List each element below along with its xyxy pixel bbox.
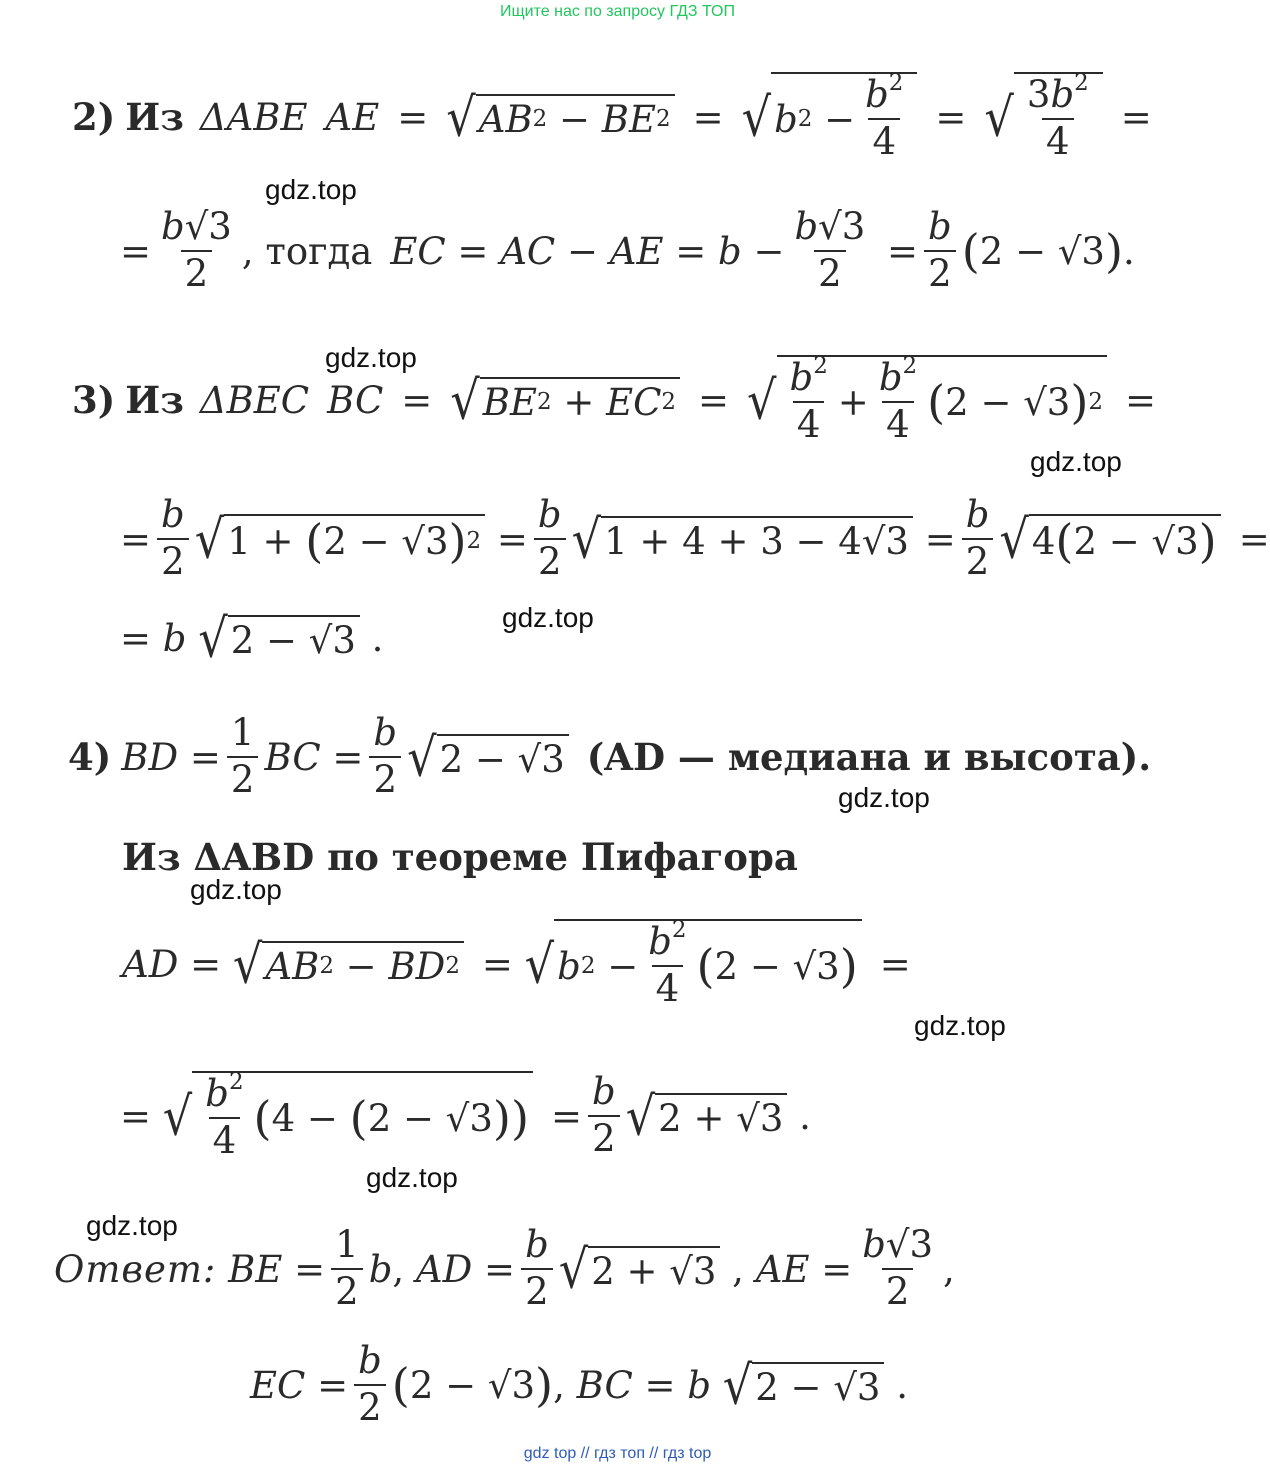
top-banner: Ищите нас по запросу ГДЗ ТОП [500, 3, 735, 20]
sqrt-expr: √ BE 2 + EC 2 [450, 377, 680, 424]
step-text: , тогда [241, 229, 373, 273]
watermark: gdz.top [914, 1010, 1006, 1041]
triangle-name: ΔBEC [199, 378, 310, 422]
step-3-line-2: = $\frac{b}{2}$ √ 1 + ( 2 − √3 ) 2 = $\frac{b}{2}$ √ 1 + 4 + 3 − 4√3 = $\frac{b}{2}$ √ 4 ( 2 − √3 ) = [120, 493, 1270, 583]
step-3-line-1: 3) Из ΔBEC BC = √ BE 2 + EC 2 = √ $\frac{b^2}{4}$ + $\frac{b^2}{4}$ ( 2 − √3 ) 2 = [72, 352, 1156, 446]
step-number: 2) [72, 95, 116, 139]
step-text: Из [125, 378, 184, 422]
triangle-name: ΔABE [199, 95, 308, 139]
watermark: gdz.top [838, 782, 930, 813]
step-text: Из ΔABD по теореме Пифагора [122, 835, 798, 879]
sqrt-expr: √ AB 2 − BE 2 [446, 94, 674, 141]
step-note: (AD — медиана и высота). [586, 735, 1152, 779]
watermark: gdz.top [265, 174, 357, 205]
step-number: 4) [68, 735, 112, 779]
sqrt-expr: √ b 2 − $\frac{b^2}{4}$ [742, 72, 918, 162]
step-4-line-2 [122, 832, 798, 882]
answer-line-2: EC = $\frac{b}{2}$ ( 2 − √3 ) , BC = b √ 2 − √3 . [250, 1339, 908, 1429]
answer-label: Ответ: [54, 1247, 217, 1291]
step-4-line-1: 4) BD = $\frac{1}{2}$ BC = $\frac{b}{2}$ √ 2 − √3 (AD — медиана и высота). [68, 711, 1152, 801]
step-number: 3) [72, 378, 116, 422]
watermark: gdz.top [502, 602, 594, 633]
watermark: gdz.top [1030, 446, 1122, 477]
watermark: gdz.top [325, 342, 417, 373]
watermark: gdz.top [86, 1210, 178, 1241]
answer-line-1: Ответ: BE = $\frac{1}{2}$ b , AD = $\frac{b}{2}$ √ 2 + √3 , AE = $\frac{b√3}{2}$ , [54, 1223, 955, 1313]
step-3-line-3: = b √ 2 − √3 . [120, 606, 384, 669]
sqrt-expr: √ $\frac{3b^2}{4}$ [984, 72, 1102, 162]
bottom-banner: gdz top // гдз топ // гдз top [523, 1445, 712, 1462]
watermark: gdz.top [366, 1162, 458, 1193]
step-text: Из [125, 95, 184, 139]
watermark: gdz.top [190, 874, 282, 905]
step-2-line-1: 2) Из ΔABE AE = √ AB 2 − BE 2 = √ b 2 − $\frac{b^2}{4}$ = √ $\frac{3b^2}{4}$ = [72, 69, 1152, 163]
step-4-line-4: = √ $\frac{b^2}{4}$ ( 4 − ( 2 − √3 ) ) = $\frac{b}{2}$ √ 2 + √3 . [120, 1068, 811, 1162]
step-2-line-2: = $\frac{b√3}{2}$ , тогда EC = AC − AE = b − $\frac{b√3}{2}$ = $\frac{b}{2}$ ( 2 − √3 ) . [120, 205, 1135, 295]
sqrt-expr: √ $\frac{b^2}{4}$ + $\frac{b^2}{4}$ ( 2 − √3 ) 2 [747, 355, 1107, 445]
step-4-line-3: AD = √ AB 2 − BD 2 = √ b 2 − $\frac{b^2}{4}$ ( 2 − √3 ) = [122, 916, 911, 1010]
